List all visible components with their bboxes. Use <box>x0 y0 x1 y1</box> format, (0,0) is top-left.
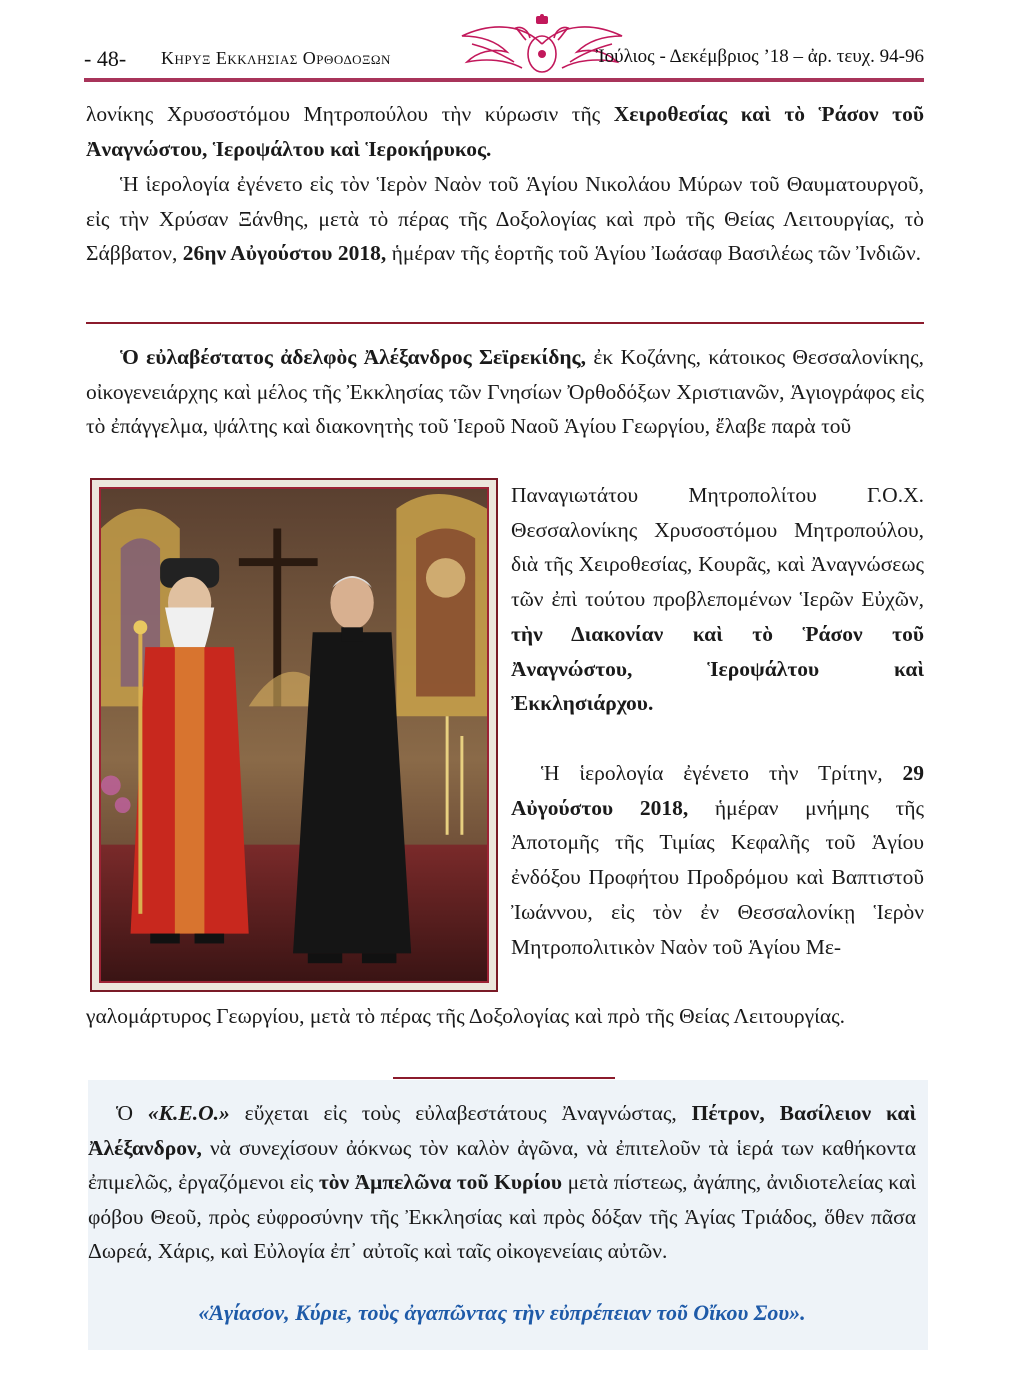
section-divider <box>86 322 924 324</box>
ordination-photo <box>99 487 489 983</box>
journal-title: Κηρυξ Εκκλησιας Ορθοδοξων <box>161 48 391 68</box>
paragraph-intro-alexandros: Ὁ εὐλαβέστατος ἀδελφὸς Ἀλέξανδρος Σεϊρεκίδης, ἐκ Κοζάνης, κάτοικος Θεσσαλονίκης, οἰκογενειάρχης καὶ μέλος τῆς Ἐκκλησίας τῶν Γνησίων Ὀρθοδόξων Χριστιανῶν, Ἁγιογράφος εἰς τὸ ἐπάγγελμα, ψάλτης καὶ διακονητὴς τοῦ Ἱεροῦ Ναοῦ Ἁγίου Γεωργίου, ἔλαβε παρὰ τοῦ <box>86 345 924 439</box>
page-header <box>84 14 924 84</box>
paragraph-continuation: λονίκης Χρυσοστόμου Μητροπούλου τὴν κύρωσιν τῆς Χειροθεσίας καὶ τὸ Ῥάσον τοῦ Ἀναγνώστου, Ἱεροψάλτου καὶ Ἱεροκήρυκος. <box>86 102 924 161</box>
paragraph-ceremony-thessaloniki: Ἡ ἱερολογία ἐγένετο τὴν Τρίτην, 29 Αὐγούστου 2018, ἡμέραν μνήμης τῆς Ἀποτομῆς τῆς Τιμίας Κεφαλῆς τοῦ Ἁγίου ἐνδόξου Προφήτου Προδρόμου καὶ Βαπτιστοῦ Ἰωάννου, εἰς τὸν ἐν Θεσσαλονίκῃ Ἱερὸν Μητροπολιτικὸν Ναὸν τοῦ Ἁγίου Με- <box>511 761 924 959</box>
page-number: - 48- <box>84 46 127 71</box>
blessing-box <box>88 1080 928 1350</box>
closing-quote: «Ἁγίασον, Κύριε, τοὺς ἀγαπῶντας τὴν εὐπρέπειαν τοῦ Οἴκου Σου». <box>198 1300 806 1325</box>
short-divider <box>393 1077 615 1079</box>
header-rule <box>84 78 924 82</box>
issue-info: Ἰούλιος - Δεκέμβριος ’18 – ἀρ. τευχ. 94-96 <box>595 46 924 67</box>
paragraph-tonsure-col: Παναγιωτάτου Μητροπολίτου Γ.Ο.Χ. Θεσσαλονίκης Χρυσοστόμου Μητροπούλου, διὰ τῆς Χειροθεσίας, Κουρᾶς, καὶ Ἀναγνώσεως τῶν ἐπὶ τούτου προβλεπομένων Ἱερῶν Εὐχῶν, τὴν Διακονίαν καὶ τὸ Ῥάσον τοῦ Ἀναγνώστου, Ἱεροψάλτου καὶ Ἐκκλησιάρχου. <box>511 483 924 716</box>
paragraph-ceremony-xanthi: Ἡ ἱερολογία ἐγένετο εἰς τὸν Ἱερὸν Ναὸν τοῦ Ἁγίου Νικολάου Μύρων τοῦ Θαυματουργοῦ, εἰς τὴν Χρύσαν Ξάνθης, μετὰ τὸ πέρας τῆς Δοξολογίας καὶ πρὸ τῆς Θείας Λειτουργίας, τὸ Σάββατον, 26ην Αὐγούστου 2018, ἡμέραν τῆς ἑορτῆς τοῦ Ἁγίου Ἰωάσαφ Βασιλέως τῶν Ἰνδιῶν. <box>86 172 924 266</box>
photo-frame <box>90 478 498 992</box>
blessing-text: Ὁ «Κ.Ε.Ο.» εὔχεται εἰς τοὺς εὐλαβεστάτους Ἀναγνώστας, Πέτρον, Βασίλειον καὶ Ἀλέξανδρον, νὰ συνεχίσουν ἀόκνως τὸν καλὸν ἀγῶνα, νὰ ἐπιτελοῦν τὰ ἱερά των καθήκοντα ἐπιμελῶς, ἐργαζόμενοι εἰς τὸν Ἀμπελῶνα τοῦ Κυρίου μετὰ πίστεως, ἀγάπης, ἀνιδιοτελείας καὶ φόβου Θεοῦ, πρὸς εὐφροσύνην τῆς Ἐκκλησίας καὶ πρὸς δόξαν τῆς Ἁγίας Τριάδος, ὅθεν πᾶσα Δωρεά, Χάρις, καὶ Εὐλογία ἐπ᾽ αὐτοῖς καὶ ταῖς οἰκογενείαις αὐτῶν. <box>88 1101 916 1263</box>
paragraph-ceremony-tail: γαλομάρτυρος Γεωργίου, μετὰ τὸ πέρας τῆς Δοξολογίας καὶ πρὸ τῆς Θείας Λειτουργίας. <box>86 1004 846 1028</box>
